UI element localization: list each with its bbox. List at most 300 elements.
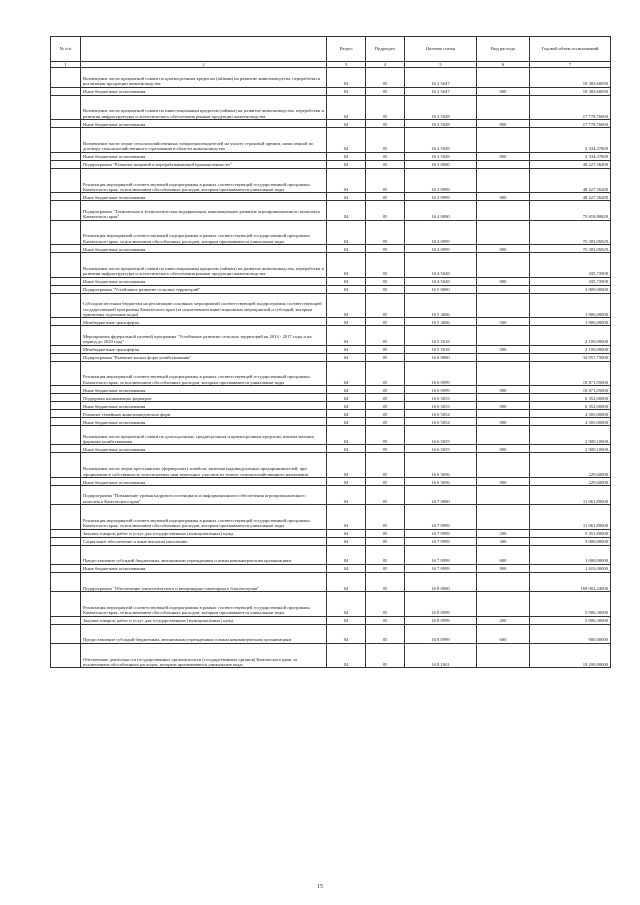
cell-number xyxy=(51,326,81,345)
cell-number xyxy=(51,643,81,668)
cell-vr xyxy=(477,505,530,530)
budget-table xyxy=(50,36,611,668)
table-row xyxy=(51,545,611,564)
table-row xyxy=(51,345,611,353)
cell-number xyxy=(51,418,81,426)
cell-name: Реализация мероприятий соответствующей подпрограммы в рамках соответствующей государственной программы Камчатского края, за исключением обособленных расходов, которым присваиваются уникальные коды xyxy=(81,592,327,617)
cell-name: Реализация мероприятий соответствующей подпрограммы в рамках соответствующей государственной программы Камчатского края, за исключением обособленных расходов, которым присваиваются уникальные коды xyxy=(81,505,327,530)
cell-razdel: 04 xyxy=(327,160,366,168)
header-name xyxy=(81,37,327,62)
cell-razdel: 04 xyxy=(327,318,366,326)
cell-name: Реализация мероприятий соответствующей подпрограммы в рамках соответствующей государственной программы Камчатского края, за исключением обособленных расходов, которым присваиваются уникальные коды xyxy=(81,168,327,193)
cell-podrazdel: 05 xyxy=(366,201,405,220)
cell-podrazdel: 05 xyxy=(366,572,405,591)
cell-csr: 16 3 0000 xyxy=(405,160,477,168)
table-row xyxy=(51,592,611,617)
cell-csr: 16 4 0999 xyxy=(405,220,477,245)
cell-name: Иные бюджетные ассигнования xyxy=(81,245,327,253)
cell-number xyxy=(51,402,81,410)
cell-amount: 1 800,00000 xyxy=(530,293,611,318)
cell-razdel: 04 xyxy=(327,285,366,293)
cell-csr: 16 2 5049 xyxy=(405,128,477,153)
cell-vr: 200 xyxy=(477,616,530,624)
cell-podrazdel: 05 xyxy=(366,616,405,624)
cell-vr: 800 xyxy=(477,386,530,394)
cell-csr: 16 8 0999 xyxy=(405,624,477,643)
cell-razdel: 04 xyxy=(327,410,366,418)
cell-csr: 16 6 5055 xyxy=(405,426,477,445)
cell-amount: 18 383,60050 xyxy=(530,68,611,87)
cell-podrazdel: 05 xyxy=(366,353,405,361)
cell-vr xyxy=(477,453,530,478)
cell-number xyxy=(51,445,81,453)
cell-vr: 500 xyxy=(477,345,530,353)
cell-number xyxy=(51,410,81,418)
cell-vr: 200 xyxy=(477,529,530,537)
cell-razdel: 04 xyxy=(327,128,366,153)
cell-vr: 500 xyxy=(477,318,530,326)
cell-name: Иные бюджетные ассигнования xyxy=(81,477,327,485)
cell-podrazdel: 05 xyxy=(366,193,405,201)
table-row xyxy=(51,245,611,253)
cell-vr xyxy=(477,326,530,345)
cell-podrazdel: 05 xyxy=(366,592,405,617)
cell-name: Иные бюджетные ассигнования xyxy=(81,277,327,285)
cell-amount: 5 006,30000 xyxy=(530,616,611,624)
table-row xyxy=(51,564,611,572)
cell-csr: 16 4 0000 xyxy=(405,201,477,220)
cell-razdel: 04 xyxy=(327,68,366,87)
table-body xyxy=(51,68,611,668)
cell-number xyxy=(51,128,81,153)
cell-razdel: 04 xyxy=(327,426,366,445)
cell-vr xyxy=(477,426,530,445)
cell-number xyxy=(51,394,81,402)
cell-csr: 16 6 5053 xyxy=(405,402,477,410)
cell-csr: 16 4 5048 xyxy=(405,253,477,278)
cell-podrazdel: 05 xyxy=(366,394,405,402)
cell-name: Межбюджетные трансферты xyxy=(81,345,327,353)
cell-csr: 16 6 5055 xyxy=(405,445,477,453)
column-index: 2 xyxy=(81,62,327,68)
cell-amount: 1 610,00000 xyxy=(530,564,611,572)
cell-podrazdel: 05 xyxy=(366,386,405,394)
cell-razdel: 04 xyxy=(327,326,366,345)
table-row xyxy=(51,201,611,220)
cell-number xyxy=(51,318,81,326)
cell-amount: 229,60000 xyxy=(530,453,611,478)
cell-amount: 18 871,05000 xyxy=(530,361,611,386)
table-row xyxy=(51,572,611,591)
cell-number xyxy=(51,485,81,504)
cell-number xyxy=(51,345,81,353)
table-row xyxy=(51,193,611,201)
cell-name: Подпрограмма "Развитие малых форм хозяйствования" xyxy=(81,353,327,361)
table-row xyxy=(51,418,611,426)
header-vr: Вид расхода xyxy=(477,37,530,62)
cell-csr: 16 8 0999 xyxy=(405,616,477,624)
cell-number xyxy=(51,505,81,530)
cell-csr: 16 6 0999 xyxy=(405,386,477,394)
table-header-row xyxy=(51,37,611,62)
cell-razdel: 04 xyxy=(327,505,366,530)
cell-razdel: 04 xyxy=(327,624,366,643)
cell-number xyxy=(51,386,81,394)
cell-csr: 16 7 0999 xyxy=(405,537,477,545)
cell-amount: 2 900,10000 xyxy=(530,445,611,453)
cell-podrazdel: 05 xyxy=(366,245,405,253)
cell-vr xyxy=(477,95,530,120)
cell-podrazdel: 05 xyxy=(366,87,405,95)
cell-razdel: 04 xyxy=(327,485,366,504)
cell-number xyxy=(51,253,81,278)
cell-podrazdel: 05 xyxy=(366,564,405,572)
cell-amount: 1 000,00000 xyxy=(530,545,611,564)
cell-csr: 16 2 5048 xyxy=(405,95,477,120)
cell-csr: 16 5 4006 xyxy=(405,318,477,326)
header-csr: Целевая статья xyxy=(405,37,477,62)
cell-vr: 800 xyxy=(477,418,530,426)
cell-name: Подпрограмма "Развитие пищевой и перерабатывающей промышленности" xyxy=(81,160,327,168)
cell-vr xyxy=(477,353,530,361)
cell-csr: 16 6 5054 xyxy=(405,418,477,426)
table-row xyxy=(51,277,611,285)
column-index: 3 xyxy=(327,62,366,68)
cell-amount: 5 906,30000 xyxy=(530,592,611,617)
cell-amount: 32 857,75000 xyxy=(530,353,611,361)
cell-number xyxy=(51,220,81,245)
cell-razdel: 04 xyxy=(327,120,366,128)
cell-amount: 11 061,80000 xyxy=(530,485,611,504)
cell-name: Иные бюджетные ассигнования xyxy=(81,120,327,128)
cell-podrazdel: 05 xyxy=(366,445,405,453)
cell-razdel: 04 xyxy=(327,386,366,394)
cell-amount: 5 451,80000 xyxy=(530,529,611,537)
cell-razdel: 04 xyxy=(327,537,366,545)
cell-csr: 16 6 5056 xyxy=(405,453,477,478)
cell-razdel: 04 xyxy=(327,193,366,201)
cell-razdel: 04 xyxy=(327,445,366,453)
cell-name: Подпрограмма "Устойчивое развитие сельских территорий" xyxy=(81,285,327,293)
cell-csr: 16 5 0000 xyxy=(405,285,477,293)
cell-razdel: 04 xyxy=(327,477,366,485)
cell-vr xyxy=(477,410,530,418)
cell-csr: 16 4 5048 xyxy=(405,277,477,285)
cell-csr: 16 6 0000 xyxy=(405,353,477,361)
cell-amount: 18 383,60050 xyxy=(530,87,611,95)
column-index: 7 xyxy=(530,62,611,68)
cell-podrazdel: 05 xyxy=(366,152,405,160)
cell-name: Подпрограмма "Обеспечение эпизоотического и ветеринарно-санитарного благополучия" xyxy=(81,572,327,591)
table-row xyxy=(51,120,611,128)
cell-podrazdel: 05 xyxy=(366,545,405,564)
cell-podrazdel: 05 xyxy=(366,505,405,530)
cell-razdel: 04 xyxy=(327,453,366,478)
cell-podrazdel: 05 xyxy=(366,643,405,668)
cell-podrazdel: 05 xyxy=(366,285,405,293)
cell-vr: 800 xyxy=(477,564,530,572)
cell-name: Поддержка начинающих фермеров xyxy=(81,394,327,402)
cell-name: Иные бюджетные ассигнования xyxy=(81,87,327,95)
cell-number xyxy=(51,529,81,537)
cell-podrazdel: 05 xyxy=(366,426,405,445)
cell-name: Возмещение части процентной ставки по краткосрочным кредитам (займам) на развитие животноводства, переработки и реализации продукции животноводства xyxy=(81,68,327,87)
cell-podrazdel: 05 xyxy=(366,277,405,285)
cell-razdel: 04 xyxy=(327,95,366,120)
cell-name: Возмещение части затрат крестьянских (фермерских) хозяйств, включая индивидуальных предпринимателей, при оформлении в собственность используемых ими земельных участков из земель сельскохозяйственного назначения xyxy=(81,453,327,478)
cell-podrazdel: 05 xyxy=(366,537,405,545)
cell-number xyxy=(51,361,81,386)
table-row xyxy=(51,477,611,485)
cell-vr: 800 xyxy=(477,277,530,285)
cell-csr: 16 4 0999 xyxy=(405,245,477,253)
cell-csr: 16 2 5047 xyxy=(405,87,477,95)
cell-amount: 4 505,00000 xyxy=(530,410,611,418)
cell-name: Реализация мероприятий соответствующей подпрограммы в рамках соответствующей государственной программы Камчатского края, за исключением обособленных расходов, которым присваиваются уникальные коды xyxy=(81,361,327,386)
cell-vr xyxy=(477,293,530,318)
table-row xyxy=(51,616,611,624)
cell-podrazdel: 05 xyxy=(366,293,405,318)
cell-name: Иные бюджетные ассигнования xyxy=(81,564,327,572)
header-podrazdel: Подраздел xyxy=(366,37,405,62)
cell-razdel: 04 xyxy=(327,529,366,537)
cell-podrazdel: 05 xyxy=(366,253,405,278)
cell-csr: 16 3 0999 xyxy=(405,193,477,201)
cell-amount: 48 227,36200 xyxy=(530,168,611,193)
cell-razdel: 04 xyxy=(327,394,366,402)
cell-csr: 16 6 5056 xyxy=(405,477,477,485)
table-row xyxy=(51,624,611,643)
cell-vr: 800 xyxy=(477,245,530,253)
cell-vr: 800 xyxy=(477,87,530,95)
cell-vr xyxy=(477,128,530,153)
cell-amount: 19 299,00000 xyxy=(530,643,611,668)
cell-name: Подпрограмма "Техническая и технологическая модернизация, инновационное развитие агропромышленного комплекса Камчатского края" xyxy=(81,201,327,220)
cell-vr: 600 xyxy=(477,545,530,564)
cell-podrazdel: 05 xyxy=(366,68,405,87)
cell-name: Иные бюджетные ассигнования xyxy=(81,402,327,410)
cell-vr xyxy=(477,485,530,504)
cell-number xyxy=(51,245,81,253)
cell-number xyxy=(51,592,81,617)
table-row xyxy=(51,426,611,445)
cell-csr: 16 6 0999 xyxy=(405,361,477,386)
cell-name: Предоставление субсидий бюджетным, автономным учреждениям и иным некоммерческим организациям xyxy=(81,624,327,643)
table-row xyxy=(51,168,611,193)
cell-name: Обеспечение деятельности государственных органов власти (государственных органов) Камчатского края, за исключением обособленных расходов, которым присваиваются уникальные коды xyxy=(81,643,327,668)
cell-number xyxy=(51,168,81,193)
cell-csr: 16 5 4006 xyxy=(405,293,477,318)
cell-vr xyxy=(477,592,530,617)
cell-number xyxy=(51,277,81,285)
cell-razdel: 04 xyxy=(327,87,366,95)
cell-number xyxy=(51,545,81,564)
cell-csr: 16 6 5054 xyxy=(405,410,477,418)
cell-number xyxy=(51,285,81,293)
cell-amount: 169 002,24000 xyxy=(530,572,611,591)
cell-number xyxy=(51,201,81,220)
cell-vr: 600 xyxy=(477,624,530,643)
cell-number xyxy=(51,616,81,624)
cell-number xyxy=(51,624,81,643)
cell-number xyxy=(51,193,81,201)
table-row xyxy=(51,410,611,418)
cell-vr xyxy=(477,68,530,87)
header-razdel: Раздел xyxy=(327,37,366,62)
table-row xyxy=(51,529,611,537)
cell-name: Возмещение части процентной ставки по инвестиционным кредитам (займам) на развитие животноводства, переработки и развития инфраструктуры и логистического обеспечения рынков продукции животноводства xyxy=(81,95,327,120)
cell-vr xyxy=(477,643,530,668)
cell-vr xyxy=(477,572,530,591)
cell-name: Закупка товаров, работ и услуг для государственных (муниципальных) нужд xyxy=(81,529,327,537)
cell-number xyxy=(51,453,81,478)
cell-name: Иные бюджетные ассигнования xyxy=(81,445,327,453)
cell-razdel: 04 xyxy=(327,245,366,253)
cell-name: Предоставление субсидий бюджетным, автономным учреждениям и иным некоммерческим организациям xyxy=(81,545,327,564)
cell-vr: 800 xyxy=(477,402,530,410)
cell-amount: 4 505,00000 xyxy=(530,418,611,426)
cell-name: Подпрограмма "Повышение уровня кадрового потенциала и информационного обеспечения агропромышленного комплекса Камчатского края" xyxy=(81,485,327,504)
column-index: 6 xyxy=(477,62,530,68)
table-row xyxy=(51,326,611,345)
cell-razdel: 04 xyxy=(327,572,366,591)
cell-razdel: 04 xyxy=(327,616,366,624)
column-index: 1 xyxy=(51,62,81,68)
cell-amount: 900,00000 xyxy=(530,624,611,643)
cell-vr xyxy=(477,361,530,386)
cell-podrazdel: 05 xyxy=(366,402,405,410)
cell-amount: 17 778,76600 xyxy=(530,120,611,128)
table-row xyxy=(51,386,611,394)
cell-razdel: 04 xyxy=(327,345,366,353)
cell-amount: 75 383,06929 xyxy=(530,245,611,253)
page-number: 15 xyxy=(317,884,323,890)
cell-razdel: 04 xyxy=(327,353,366,361)
cell-amount: 6 352,00000 xyxy=(530,402,611,410)
cell-number xyxy=(51,293,81,318)
cell-amount: 3 334,37800 xyxy=(530,128,611,153)
cell-podrazdel: 05 xyxy=(366,477,405,485)
cell-vr: 800 xyxy=(477,193,530,201)
cell-vr xyxy=(477,394,530,402)
cell-name: Иные бюджетные ассигнования xyxy=(81,418,327,426)
table-row xyxy=(51,285,611,293)
cell-vr xyxy=(477,201,530,220)
cell-name: Развитие семейных животноводческих ферм xyxy=(81,410,327,418)
cell-amount: 2 109,00000 xyxy=(530,345,611,353)
cell-name: Иные бюджетные ассигнования xyxy=(81,152,327,160)
cell-razdel: 04 xyxy=(327,201,366,220)
cell-name: Возмещение части процентной ставки по долгосрочным, среднесрочным и краткосрочным кредитам, взятым малыми формами хозяйствования xyxy=(81,426,327,445)
cell-number xyxy=(51,95,81,120)
cell-number xyxy=(51,120,81,128)
cell-amount: 17 778,76600 xyxy=(530,95,611,120)
cell-podrazdel: 05 xyxy=(366,128,405,153)
cell-vr: 800 xyxy=(477,120,530,128)
cell-podrazdel: 05 xyxy=(366,361,405,386)
cell-csr: 16 7 0999 xyxy=(405,529,477,537)
cell-vr xyxy=(477,253,530,278)
cell-vr xyxy=(477,168,530,193)
cell-razdel: 04 xyxy=(327,277,366,285)
cell-razdel: 04 xyxy=(327,592,366,617)
cell-podrazdel: 05 xyxy=(366,326,405,345)
cell-amount: 48 227,36200 xyxy=(530,193,611,201)
cell-razdel: 04 xyxy=(327,564,366,572)
cell-number xyxy=(51,564,81,572)
cell-amount: 3 909,00000 xyxy=(530,285,611,293)
cell-amount: 11 061,80000 xyxy=(530,505,611,530)
cell-csr: 16 8 0999 xyxy=(405,592,477,617)
cell-number xyxy=(51,87,81,95)
cell-vr: 800 xyxy=(477,477,530,485)
table-row xyxy=(51,293,611,318)
cell-name: Закупка товаров, работ и услуг для государственных (муниципальных) нужд xyxy=(81,616,327,624)
table-row xyxy=(51,152,611,160)
column-index: 4 xyxy=(366,62,405,68)
cell-podrazdel: 05 xyxy=(366,318,405,326)
cell-csr: 16 7 0000 xyxy=(405,485,477,504)
table-row xyxy=(51,394,611,402)
table-row xyxy=(51,505,611,530)
cell-podrazdel: 05 xyxy=(366,410,405,418)
cell-podrazdel: 05 xyxy=(366,485,405,504)
table-row xyxy=(51,643,611,668)
cell-amount: 75 383,06929 xyxy=(530,220,611,245)
cell-vr xyxy=(477,220,530,245)
cell-amount: 3 000,00000 xyxy=(530,537,611,545)
cell-csr: 16 5 5018 xyxy=(405,326,477,345)
cell-amount: 2 109,00000 xyxy=(530,326,611,345)
cell-razdel: 04 xyxy=(327,545,366,564)
table-row xyxy=(51,87,611,95)
cell-vr: 800 xyxy=(477,445,530,453)
cell-podrazdel: 05 xyxy=(366,624,405,643)
cell-csr: 16 7 0999 xyxy=(405,564,477,572)
cell-csr: 16 2 5047 xyxy=(405,68,477,87)
cell-csr: 16 8 1001 xyxy=(405,643,477,668)
cell-podrazdel: 05 xyxy=(366,160,405,168)
header-amount: Годовой объем ассигнований xyxy=(530,37,611,62)
cell-razdel: 04 xyxy=(327,152,366,160)
cell-podrazdel: 05 xyxy=(366,220,405,245)
table-row xyxy=(51,128,611,153)
cell-name: Возмещение части затрат сельскохозяйственных товаропроизводителей на уплату страховой премии, начисленной по договору сельскохозяйственного страхования в области животноводства xyxy=(81,128,327,153)
cell-podrazdel: 05 xyxy=(366,168,405,193)
cell-number xyxy=(51,68,81,87)
cell-vr xyxy=(477,160,530,168)
cell-podrazdel: 05 xyxy=(366,120,405,128)
cell-amount: 1 800,00000 xyxy=(530,318,611,326)
table-row xyxy=(51,318,611,326)
cell-amount: 229,60000 xyxy=(530,477,611,485)
table-row xyxy=(51,253,611,278)
cell-razdel: 04 xyxy=(327,168,366,193)
table-row xyxy=(51,95,611,120)
cell-razdel: 04 xyxy=(327,643,366,668)
column-index: 5 xyxy=(405,62,477,68)
cell-number xyxy=(51,152,81,160)
cell-name: Иные бюджетные ассигнования xyxy=(81,386,327,394)
cell-podrazdel: 05 xyxy=(366,95,405,120)
cell-name: Мероприятия федеральной целевой программы "Устойчивое развитие сельских территорий на 2014 - 2017 годы и на период до 2020 года" xyxy=(81,326,327,345)
cell-csr: 16 2 5049 xyxy=(405,152,477,160)
cell-number xyxy=(51,160,81,168)
cell-number xyxy=(51,537,81,545)
table-row xyxy=(51,537,611,545)
cell-podrazdel: 05 xyxy=(366,453,405,478)
table-row xyxy=(51,453,611,478)
